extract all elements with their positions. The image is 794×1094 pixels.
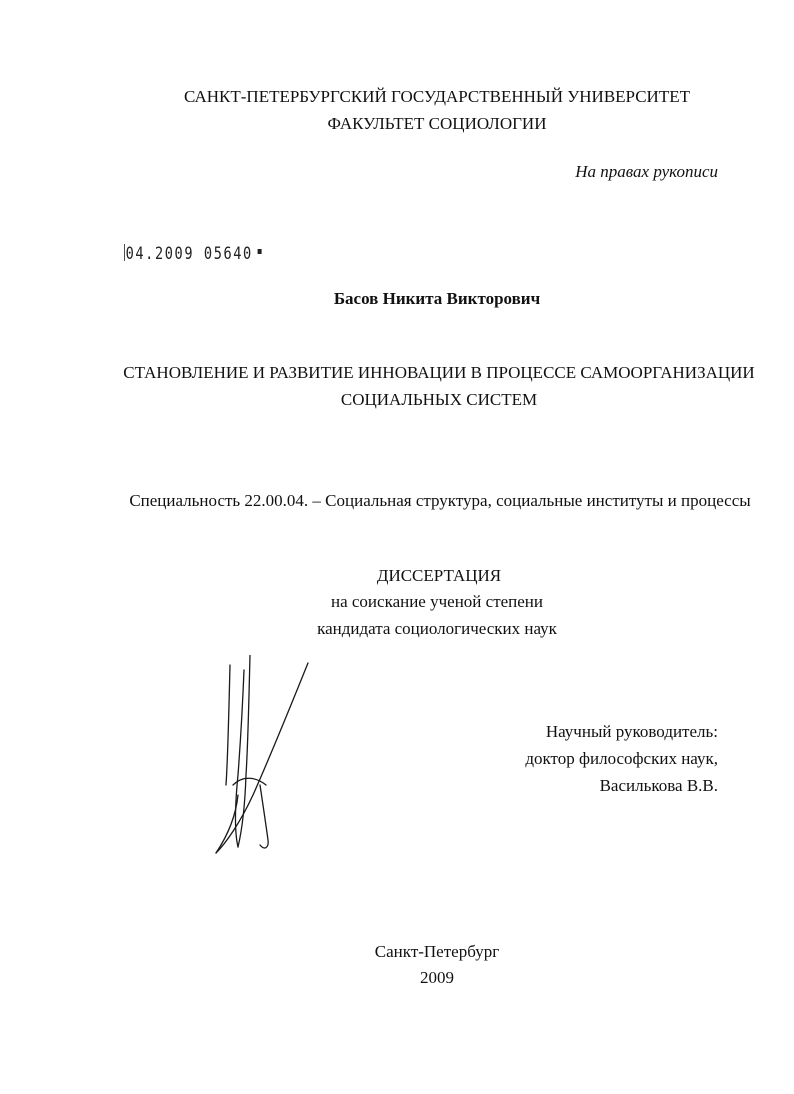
university-name: САНКТ-ПЕТЕРБУРГСКИЙ ГОСУДАРСТВЕННЫЙ УНИВЕРСИТЕТ <box>183 87 690 106</box>
supervisor-degree: доктор философских наук, <box>525 749 718 768</box>
degree-line-2: кандидата социологических наук <box>317 619 557 638</box>
degree-line-1: на соискание ученой степени <box>330 592 544 611</box>
supervisor-name: Василькова В.В. <box>599 776 718 795</box>
faculty-name: ФАКУЛЬТЕТ СОЦИОЛОГИИ <box>327 114 547 133</box>
publication-year: 2009 <box>420 968 454 987</box>
specialty-line: Специальность 22.00.04. – Социальная структура, социальные институты и процессы <box>129 491 751 510</box>
city-name: Санкт-Петербург <box>374 942 500 961</box>
registration-stamp <box>124 244 262 264</box>
manuscript-note: На правах рукописи <box>575 162 718 181</box>
author-name: Басов Никита Викторович <box>333 289 541 308</box>
signature-stroke <box>216 795 238 853</box>
dissertation-title-line-2: СОЦИАЛЬНЫХ СИСТЕМ <box>340 390 538 409</box>
dissertation-title-line-1: СТАНОВЛЕНИЕ И РАЗВИТИЕ ИННОВАЦИИ В ПРОЦЕССЕ САМООРГАНИЗАЦИИ <box>123 363 755 382</box>
supervisor-label: Научный руководитель: <box>545 722 718 741</box>
registration-number: 04.2009 05640 <box>125 244 253 264</box>
stamp-dot-mark <box>258 249 262 254</box>
signature-stroke <box>260 785 268 848</box>
dissertation-heading: ДИССЕРТАЦИЯ <box>376 566 502 585</box>
signature-image <box>208 655 318 860</box>
supervisor-block <box>525 718 718 799</box>
signature-stroke <box>226 665 230 785</box>
